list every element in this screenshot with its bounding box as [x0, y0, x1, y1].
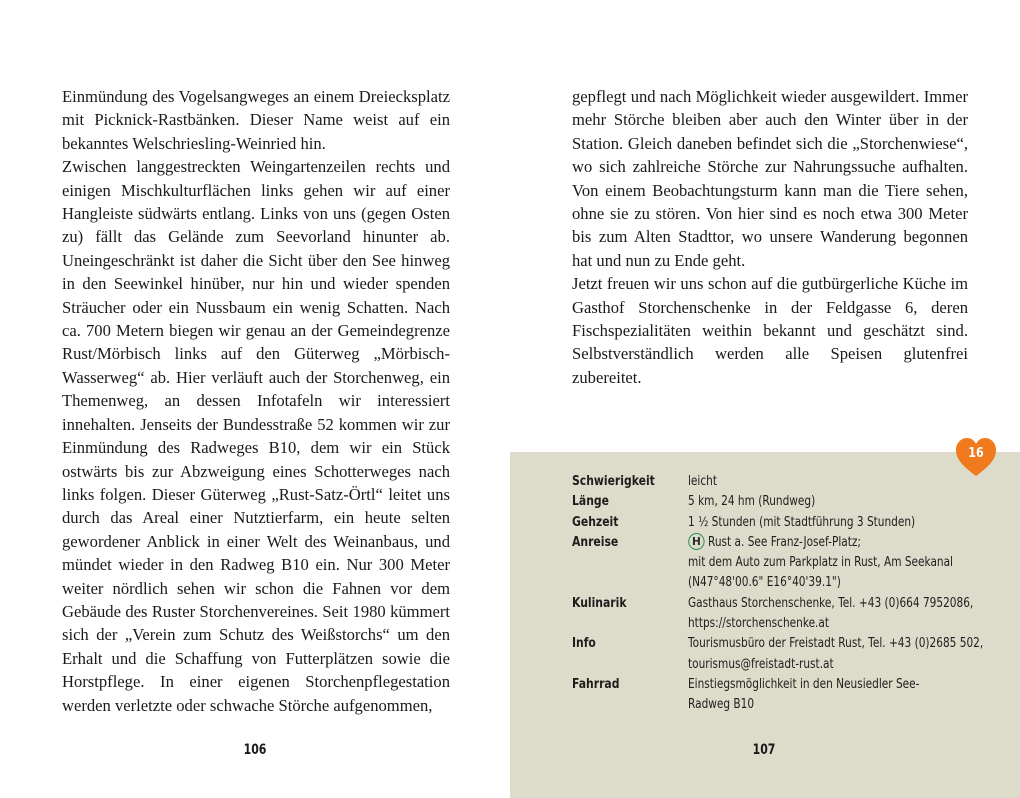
info-value-line: mit dem Auto zum Parkplatz in Rust, Am Seekanal — [688, 555, 953, 571]
left-paragraph-2: Zwischen langgestreckten Weingartenzeilen rechts und einigen Mischkulturflächen links gehen wir auf einer Hangleiste südwärts entlang. Links von uns (gegen Osten zu) fällt das Gelände zum Seevorland hinunter ab. Uneingeschränkt ist daher die Sicht über den See hinweg in den Seewinkel hinüber, nur hin und wieder spenden Sträucher oder ein Nussbaum ein wenig Schatten. Nach ca. 700 Metern biegen wir genau an der Gemeindegrenze Rust/Mörbisch links auf den Güterweg „Mörbisch-Wasserweg“ ab. Hier verläuft auch der Storchenweg, ein Themenweg, an dessen Infotafeln wir interessiert innehalten. Jenseits der Bundesstraße 52 kommen wir zur Einmündung des Radweges B10, dem wir ein Stück ostwärts bis zur Abzweigung eines Schotterweges nach links folgen. Dieser Güterweg „Rust-Satz-Örtl“ leitet uns durch das Areal einer Nutztierfarm, ein heute selten gewordener Anblick in einer Welt des Weinanbaus, und mündet wieder in den Radweg B10 ein. Nur 300 Meter weiter nördlich sehen wir schon die Fahnen vor dem Gebäude des Ruster Storchenvereines. Seit 1980 kümmert sich der „Verein zum Schutz des Weißstorchs“ um den Erhalt und die Schaffung von Futterplätzen sowie die Horstpflege. In einer eigenen Storchenpflegestation werden verletzte oder schwache Störche aufgenommen, — [62, 157, 450, 715]
info-label: Fahrrad — [572, 676, 620, 692]
info-value-line: leicht — [688, 474, 717, 489]
info-value-line: Tourismusbüro der Freistadt Rust, Tel. +43 (0)2685 502, — [688, 636, 984, 652]
info-value — [688, 513, 1020, 533]
info-row-walking-time — [572, 513, 1020, 533]
info-value — [688, 675, 1020, 716]
right-paragraph-2: Jetzt freuen wir uns schon auf die gutbürgerliche Küche im Gasthof Storchenschenke in der Feldgasse 6, deren Fischspezialitäten weithin bekannt und geschätzt sind. Selbstverständlich werden alle Speisen glutenfrei zubereitet. — [572, 274, 968, 387]
info-value — [688, 533, 1020, 594]
info-value — [688, 594, 1020, 635]
info-label: Länge — [572, 494, 609, 510]
left-paragraph-1: Einmündung des Vogelsangweges an einem Dreiecksplatz mit Picknick-Rastbänken. Dieser Name weist auf ein bekanntes Welschriesling-Weinried hin. — [62, 87, 450, 153]
info-value — [688, 634, 1020, 675]
info-value-line — [688, 533, 1008, 553]
info-label: Anreise — [572, 534, 619, 550]
right-page — [510, 0, 1020, 798]
left-body-text — [62, 85, 450, 717]
bus-stop-icon: H — [688, 533, 704, 550]
info-row-difficulty — [572, 472, 1020, 492]
info-row-arrival — [572, 533, 1020, 594]
info-value-text: Rust a. See Franz-Josef-Platz; — [708, 534, 861, 550]
info-value-line: (N47°48'00.6" E16°40'39.1") — [688, 575, 841, 591]
right-paragraph-1: gepflegt und nach Möglichkeit wieder ausgewildert. Immer mehr Störche bleiben aber auch den Winter über in der Station. Gleich daneben befindet sich die „Storchenwiese“, wo sich zahlreiche Störche zur Nahrungssuche aufhalten. Von einem Beobachtungsturm kann man die Tiere sehen, ohne sie zu stören. Von hier sind es noch etwa 300 Meter bis zum Alten Stadttor, wo unsere Wanderung begonnen hat und nun zu Ende geht. — [572, 87, 968, 270]
info-table — [572, 472, 1020, 716]
tour-number: 16 — [968, 446, 984, 461]
info-value — [688, 472, 1020, 492]
info-label: Info — [572, 636, 596, 652]
info-row-bicycle — [572, 675, 1020, 716]
info-label: Kulinarik — [572, 595, 627, 611]
tour-info-box — [510, 446, 1020, 798]
info-row-info — [572, 634, 1020, 675]
right-body-text — [572, 85, 968, 389]
info-value — [688, 492, 1020, 512]
info-row-culinary — [572, 594, 1020, 635]
info-value-line: Radweg B10 — [688, 697, 755, 713]
page-number-right: 107 — [752, 742, 776, 758]
info-value-line: 1 ½ Stunden (mit Stadtführung 3 Stunden) — [688, 514, 916, 530]
info-value-line: Einstiegsmöglichkeit in den Neusiedler See- — [688, 676, 920, 692]
info-value-line: tourismus@freistadt-rust.at — [688, 656, 834, 672]
page-number-left: 106 — [243, 742, 267, 758]
info-label: Schwierigkeit — [572, 474, 655, 489]
info-value-line: https://storchenschenke.at — [688, 616, 830, 632]
info-row-length — [572, 492, 1020, 512]
info-value-line: Gasthaus Storchenschenke, Tel. +43 (0)664 7952086, — [688, 595, 974, 611]
info-label: Gehzeit — [572, 514, 619, 530]
info-value-line: 5 km, 24 hm (Rundweg) — [688, 494, 816, 510]
